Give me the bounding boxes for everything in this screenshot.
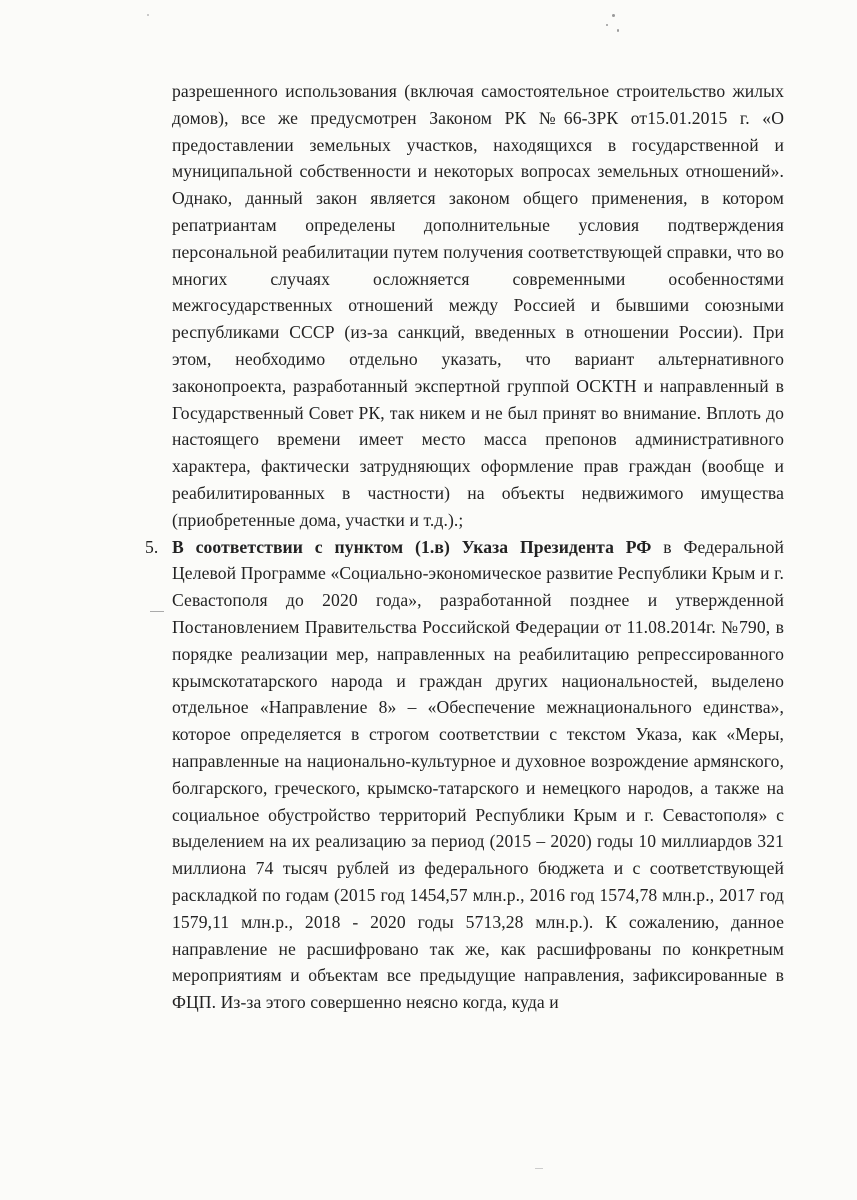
document-body — [145, 78, 784, 1016]
scan-speck — [606, 24, 608, 26]
list-item-5 — [145, 534, 784, 1016]
bottom-mark — [535, 1168, 543, 1169]
paragraph-continuation: разрешенного использования (включая самостоятельное строительство жилых домов), все же предусмотрен Законом РК №66-ЗРК от15.01.2015 г. «О предоставлении земельных участков, находящихся в государственной и муниципальной собственности и некоторых вопросах земельных отношений». Однако, данный закон является законом общего применения, в котором репатриантам определены дополнительные условия подтверждения персональной реабилитации путем получения соответствующей справки, что во многих случаях осложняется современными особенностями межгосударственных отношений между Россией и бывшими союзными республиками СССР (из-за санкций, введенных в отношении России). При этом, необходимо отдельно указать, что вариант альтернативного законопроекта, разработанный экспертной группой ОСКТН и направленный в Государственный Совет РК, так никем и не был принят во внимание. Вплоть до настоящего времени имеет место масса препонов административного характера, фактически затрудняющих оформление прав граждан (вообще и реабилитированных в частности) на объекты недвижимого имущества (приобретенные дома, участки и т.д.).; — [172, 81, 784, 530]
margin-mark — [150, 611, 164, 612]
scan-speck — [612, 14, 615, 17]
scan-speck — [147, 14, 149, 16]
scan-speck — [617, 29, 619, 32]
list-item-number: 5. — [145, 536, 159, 557]
item-bold-lead: В соответствии с пунктом (1.в) Указа Президента РФ — [172, 536, 652, 557]
item-text: в Федеральной Целевой Программе «Социально-экономическое развитие Республики Крым и г. Севастополя до 2020 года», разработанной позднее и утвержденной Постановлением Правительства Российской Федерации от 11.08.2014г. №790, в порядке реализации мер, направленных на реабилитацию репрессированного крымскотатарского народа и граждан других национальностей, выделено отдельное «Направление 8» – «Обеспечение межнационального единства», которое определяется в строгом соответствии с текстом Указа, как «Меры, направленные на национально-культурное и духовное возрождение армянского, болгарского, греческого, крымско-татарского и немецкого народов, а также на социальное обустройство территорий Республики Крым и г. Севастополя» с выделением на их реализацию за период (2015 – 2020) годы 10 миллиардов 321 миллиона 74 тысяч рублей из федерального бюджета и с соответствующей раскладкой по годам (2015 год 1454,57 млн.р., 2016 год 1574,78 млн.р., 2017 год 1579,11 млн.р., 2018 - 2020 годы 5713,28 млн.р.). К сожалению, данное направление не расшифровано так же, как расшифрованы по конкретным мероприятиям и объектам все предыдущие направления, зафиксированные в ФЦП. Из-за этого совершенно неясно когда, куда и — [172, 536, 784, 1013]
